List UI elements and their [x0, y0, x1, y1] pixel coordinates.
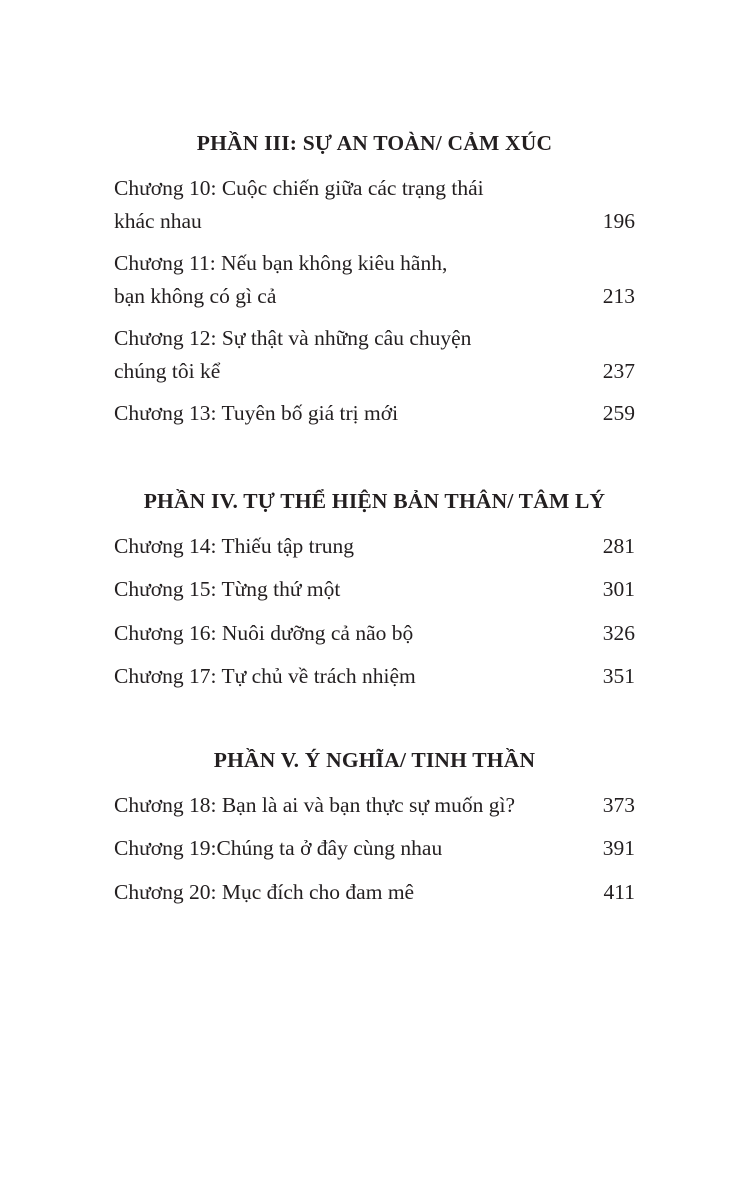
chapter-page-number: 326: [602, 620, 635, 645]
chapter-page-number: 237: [602, 358, 635, 383]
chapter-title: Chương 13: Tuyên bố giá trị mới: [114, 401, 399, 425]
toc-entry-chapter-12: [114, 322, 635, 387]
chapter-title-line-2: bạn không có gì cả: [114, 283, 277, 308]
chapter-title: [114, 322, 635, 387]
chapter-page-number: 411: [603, 879, 635, 904]
chapter-page-number: 213: [602, 283, 635, 308]
chapter-title: Chương 19:Chúng ta ở đây cùng nhau: [114, 836, 443, 861]
toc-entry-chapter-19: [114, 832, 635, 865]
chapter-page-number: 196: [602, 208, 635, 233]
toc-entry-chapter-16: [114, 617, 635, 650]
chapter-title-line-1: Chương 10: Cuộc chiến giữa các trạng thái: [114, 176, 484, 200]
chapter-title-line-2: chúng tôi kể: [114, 358, 221, 383]
toc-entry-chapter-11: [114, 247, 635, 312]
section-part-3: [114, 128, 635, 440]
section-part-4: [114, 486, 635, 703]
section-heading: PHẦN III: SỰ AN TOÀN/ CẢM XÚC: [196, 131, 553, 155]
chapter-title: Chương 20: Mục đích cho đam mê: [114, 879, 415, 904]
chapter-page-number: 373: [602, 793, 635, 817]
chapter-page-number: 301: [602, 577, 635, 602]
chapter-title: [114, 172, 635, 237]
chapter-title: Chương 15: Từng thứ một: [114, 577, 341, 602]
toc-entry-chapter-14: [114, 530, 635, 563]
toc-entry-chapter-18: [114, 789, 635, 822]
chapter-title-line-2: khác nhau: [114, 208, 202, 233]
section-heading: PHẦN V. Ý NGHĨA/ TINH THẦN: [213, 748, 536, 772]
toc-entry-chapter-20: [114, 876, 635, 909]
chapter-page-number: 351: [602, 663, 635, 688]
chapter-title: [114, 247, 635, 312]
chapter-page-number: 259: [602, 401, 635, 425]
chapter-page-number: 391: [602, 836, 635, 861]
section-heading: PHẦN IV. TỰ THỂ HIỆN BẢN THÂN/ TÂM LÝ: [143, 489, 606, 513]
toc-entry-chapter-13: [114, 397, 635, 430]
toc-entry-chapter-15: [114, 573, 635, 606]
chapter-title-line-1: Chương 11: Nếu bạn không kiêu hãnh,: [114, 251, 448, 275]
chapter-title: Chương 18: Bạn là ai và bạn thực sự muốn gì?: [114, 793, 516, 817]
chapter-title: Chương 14: Thiếu tập trung: [114, 534, 354, 558]
chapter-title: Chương 16: Nuôi dưỡng cả não bộ: [114, 620, 414, 645]
chapter-title: Chương 17: Tự chủ về trách nhiệm: [114, 663, 416, 688]
toc-entry-chapter-17: [114, 660, 635, 693]
toc-entry-chapter-10: [114, 172, 635, 237]
section-part-5: [114, 745, 635, 919]
chapter-title-line-1: Chương 12: Sự thật và những câu chuyện: [114, 326, 472, 350]
chapter-page-number: 281: [602, 534, 635, 558]
